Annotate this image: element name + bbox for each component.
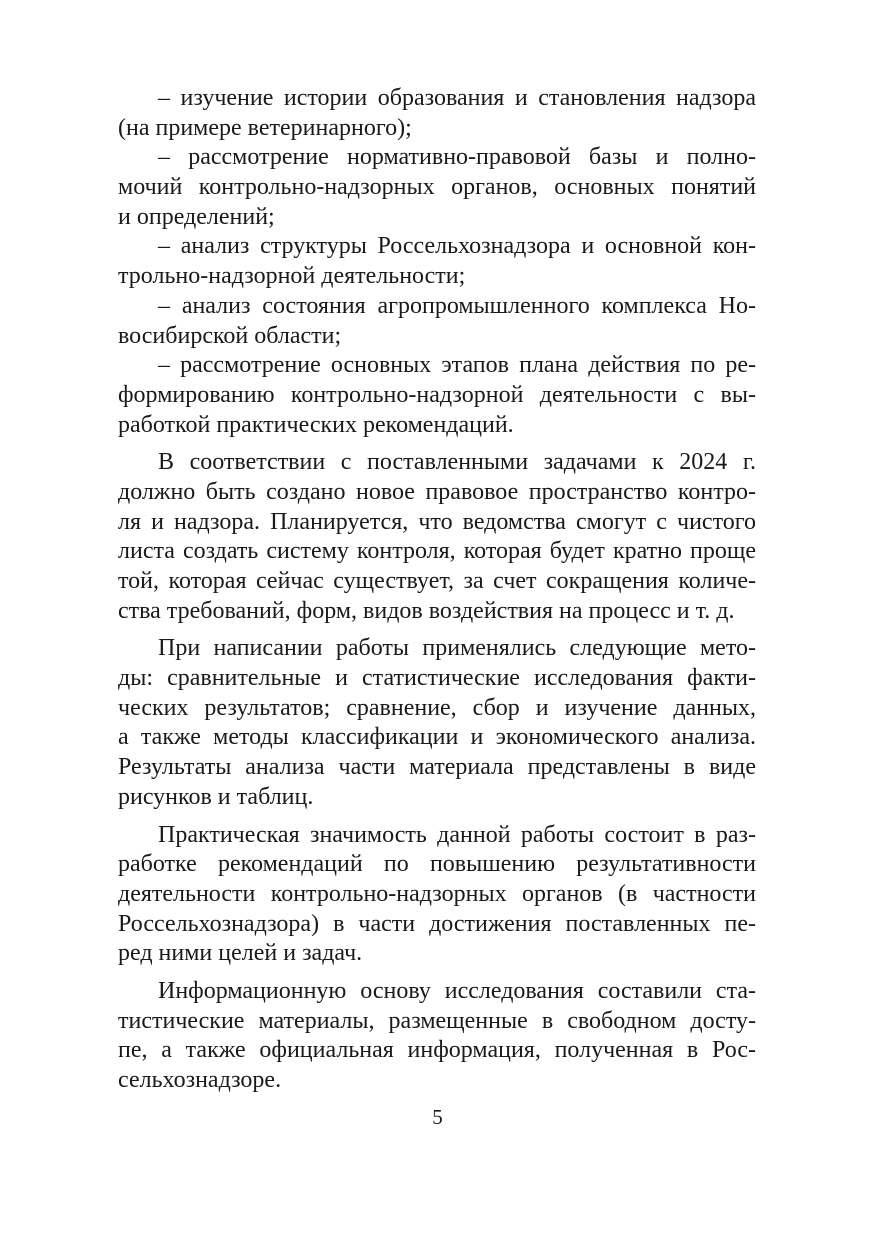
text-line: ля и надзора. Планируется, что ведомства смогут с чистого <box>118 508 756 535</box>
text-line: ред ними целей и задач. <box>118 940 363 967</box>
text-line: работке рекомендаций по повышению результативности <box>118 851 756 878</box>
text-line: тистические материалы, размещенные в свободном досту- <box>118 1007 756 1034</box>
text-line: пе, а также официальная информация, полученная в Рос- <box>118 1037 756 1064</box>
page-number: 5 <box>432 1105 443 1129</box>
text-line: ческих результатов; сравнение, сбор и изучение данных, <box>118 694 756 721</box>
text-line: мочий контрольно-надзорных органов, основных понятий <box>118 174 756 201</box>
text-line: – анализ структуры Россельхознадзора и основной кон- <box>158 233 756 260</box>
text-line: листа создать систему контроля, которая будет кратно проще <box>118 538 756 565</box>
text-line: – рассмотрение основных этапов плана действия по ре- <box>158 352 756 379</box>
text-line: формированию контрольно-надзорной деятельности с вы- <box>118 381 756 408</box>
task-item-history <box>118 84 756 143</box>
text-line: – анализ состояния агропромышленного комплекса Но- <box>158 292 756 319</box>
task-item-structure-analysis <box>118 232 756 291</box>
text-line: При написании работы применялись следующие мето- <box>158 635 756 662</box>
text-line: восибирской области; <box>118 322 342 349</box>
text-line: – рассмотрение нормативно-правовой базы и полно- <box>158 144 756 171</box>
text-line: и определений; <box>118 203 275 230</box>
text-line: должно быть создано новое правовое пространство контро- <box>118 478 756 505</box>
paragraph-information-base <box>118 977 756 1096</box>
text-line: Информационную основу исследования составили ста- <box>158 977 756 1004</box>
text-line: Практическая значимость данной работы состоит в раз- <box>158 821 756 848</box>
text-line: Россельхознадзора) в части достижения поставленных пе- <box>118 910 756 937</box>
body-text <box>118 84 756 1096</box>
text-line: рисунков и таблиц. <box>118 783 314 810</box>
text-line: а также методы классификации и экономического анализа. <box>118 724 756 751</box>
text-line: В соответствии с поставленными задачами к 2024 г. <box>158 449 756 476</box>
text-line: ды: сравнительные и статистические исследования факти- <box>118 665 756 692</box>
text-line: той, которая сейчас существует, за счет сокращения количе- <box>118 568 756 594</box>
paragraph-practical-significance <box>118 821 756 969</box>
text-line: работкой практических рекомендаций. <box>118 411 514 438</box>
task-item-legal-base <box>118 143 756 232</box>
paragraph-legal-space <box>118 448 756 626</box>
text-line: деятельности контрольно-надзорных органов (в частности <box>118 880 756 907</box>
text-line: (на примере ветеринарного); <box>118 114 412 141</box>
text-line: – изучение истории образования и становления надзора <box>158 85 756 111</box>
text-line: сельхознадзоре. <box>118 1067 282 1093</box>
text-line: ства требований, форм, видов воздействия на процесс и т. д. <box>118 597 735 624</box>
task-item-agro-analysis <box>118 292 756 351</box>
task-item-reform-plan <box>118 351 756 440</box>
text-line: трольно-надзорной деятельности; <box>118 263 466 290</box>
paragraph-methods <box>118 634 756 812</box>
text-line: Результаты анализа части материала представлены в виде <box>118 754 756 781</box>
